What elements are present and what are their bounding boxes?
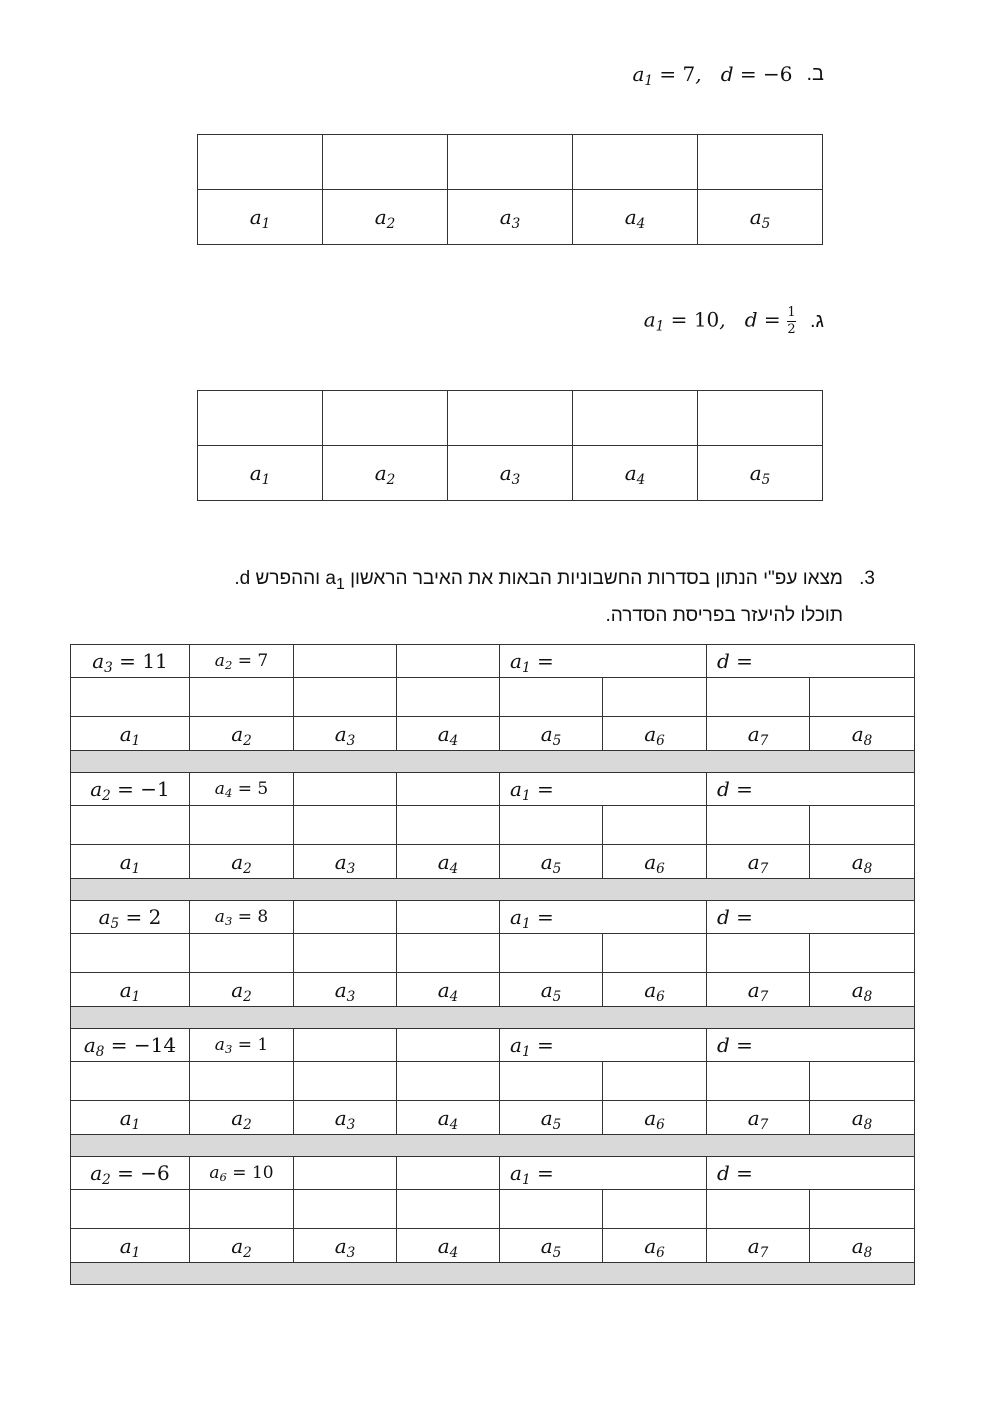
answer-cell[interactable] <box>500 806 603 845</box>
given-term-1: $a_8 = -14$ <box>71 1029 190 1062</box>
given-row <box>71 901 915 934</box>
index-label: $a_1$ <box>71 845 190 879</box>
index-label: $a_4$ <box>397 1101 500 1135</box>
answer-cell[interactable] <box>810 934 915 973</box>
separator <box>71 1135 915 1157</box>
answer-cell[interactable] <box>323 135 448 190</box>
index-label: $a_1$ <box>71 1101 190 1135</box>
d-answer-field[interactable]: d = <box>707 1029 915 1062</box>
index-label: $a_4$ <box>397 973 500 1007</box>
fraction: $\frac{1}{2}$ <box>787 305 796 337</box>
index-label: $a_2$ <box>323 446 448 501</box>
a1-answer-field[interactable]: $a_1$ = <box>500 1157 707 1190</box>
answer-cell[interactable] <box>707 678 810 717</box>
given-row <box>71 1157 915 1190</box>
answer-cell[interactable] <box>397 806 500 845</box>
index-label: $a_4$ <box>397 1229 500 1263</box>
index-label: $a_5$ <box>500 973 603 1007</box>
index-label: $a_7$ <box>707 717 810 751</box>
separator <box>71 751 915 773</box>
index-label: $a_3$ <box>294 973 397 1007</box>
d-answer-field[interactable]: d = <box>707 1157 915 1190</box>
answer-cell[interactable] <box>603 934 707 973</box>
part-b-equation: $a_1 = 7$, d = −6 <box>632 62 793 89</box>
answer-cell[interactable] <box>707 806 810 845</box>
index-label: $a_5$ <box>500 1229 603 1263</box>
index-label: $a_6$ <box>603 1229 707 1263</box>
part-b-heading <box>632 62 824 89</box>
a1-answer-field[interactable]: $a_1$ = <box>500 901 707 934</box>
answer-cell[interactable] <box>698 391 823 446</box>
index-label: $a_1$ <box>71 1229 190 1263</box>
answer-cell[interactable] <box>810 1062 915 1101</box>
answer-cell[interactable] <box>397 934 500 973</box>
index-row <box>71 845 915 879</box>
index-label: $a_4$ <box>397 717 500 751</box>
answer-cell[interactable] <box>603 1190 707 1229</box>
answer-cell[interactable] <box>500 1062 603 1101</box>
separator <box>71 1263 915 1285</box>
index-label: $a_8$ <box>810 1101 915 1135</box>
answer-cell[interactable] <box>198 391 323 446</box>
answer-cell[interactable] <box>71 678 190 717</box>
given-term-2: $a_6 = 10$ <box>190 1157 294 1190</box>
answer-cell[interactable] <box>707 1062 810 1101</box>
answer-cell[interactable] <box>448 135 573 190</box>
empty-cell <box>294 773 397 806</box>
answer-cell[interactable] <box>707 934 810 973</box>
index-label: $a_2$ <box>190 717 294 751</box>
index-label: $a_7$ <box>707 845 810 879</box>
empty-cell <box>397 1029 500 1062</box>
answer-row <box>71 806 915 845</box>
index-label: $a_5$ <box>698 446 823 501</box>
given-term-1: $a_3 = 11$ <box>71 645 190 678</box>
index-row <box>71 717 915 751</box>
index-label: $a_8$ <box>810 973 915 1007</box>
answer-cell[interactable] <box>573 135 698 190</box>
question-number: 3. <box>859 568 875 589</box>
answer-cell[interactable] <box>71 1062 190 1101</box>
index-label: $a_8$ <box>810 717 915 751</box>
separator-row <box>71 751 915 773</box>
index-label: $a_3$ <box>294 1101 397 1135</box>
empty-cell <box>294 901 397 934</box>
answer-cell[interactable] <box>190 1190 294 1229</box>
index-label: $a_1$ <box>71 717 190 751</box>
index-label: $a_4$ <box>397 845 500 879</box>
answer-cell[interactable] <box>397 678 500 717</box>
index-label: $a_7$ <box>707 1229 810 1263</box>
part-c-heading <box>644 306 824 336</box>
answer-cell[interactable] <box>198 135 323 190</box>
answer-row <box>71 678 915 717</box>
index-label: $a_2$ <box>323 190 448 245</box>
given-term-2: $a_3 = 8$ <box>190 901 294 934</box>
answer-cell[interactable] <box>603 1062 707 1101</box>
answer-row <box>71 1062 915 1101</box>
answer-cell[interactable] <box>707 1190 810 1229</box>
given-term-1: $a_2 = -6$ <box>71 1157 190 1190</box>
index-row <box>71 1101 915 1135</box>
index-label: $a_5$ <box>500 1101 603 1135</box>
index-row <box>198 190 823 245</box>
answer-row <box>198 391 823 446</box>
answer-cell[interactable] <box>698 135 823 190</box>
separator-row <box>71 1263 915 1285</box>
index-label: $a_6$ <box>603 717 707 751</box>
index-label: $a_1$ <box>198 446 323 501</box>
question-line-1: 3.מצאו עפ"י הנתון בסדרות החשבוניות הבאות את האיבר הראשון $a_1$ וההפרש d. <box>115 563 875 600</box>
a1-answer-field[interactable]: $a_1$ = <box>500 645 707 678</box>
given-row <box>71 645 915 678</box>
answer-cell[interactable] <box>190 934 294 973</box>
answer-cell[interactable] <box>810 678 915 717</box>
answer-cell[interactable] <box>294 1062 397 1101</box>
d-answer-field[interactable]: d = <box>707 901 915 934</box>
part-b-table <box>197 134 823 245</box>
answer-cell[interactable] <box>71 1190 190 1229</box>
answer-cell[interactable] <box>810 1190 915 1229</box>
sequences-table <box>70 644 915 1285</box>
part-b-label: ב. <box>806 62 824 85</box>
index-label: $a_2$ <box>190 1229 294 1263</box>
empty-cell <box>397 645 500 678</box>
index-label: $a_7$ <box>707 973 810 1007</box>
part-c-label: ג. <box>809 309 824 332</box>
empty-cell <box>397 1157 500 1190</box>
answer-cell[interactable] <box>71 806 190 845</box>
index-label: $a_3$ <box>448 446 573 501</box>
index-label: $a_5$ <box>500 845 603 879</box>
index-label: $a_3$ <box>294 845 397 879</box>
empty-cell <box>397 901 500 934</box>
separator <box>71 879 915 901</box>
empty-cell <box>294 645 397 678</box>
answer-cell[interactable] <box>500 678 603 717</box>
empty-cell <box>397 773 500 806</box>
given-row <box>71 773 915 806</box>
answer-cell[interactable] <box>448 391 573 446</box>
index-label: $a_2$ <box>190 1101 294 1135</box>
index-label: $a_6$ <box>603 973 707 1007</box>
d-answer-field[interactable]: d = <box>707 773 915 806</box>
answer-cell[interactable] <box>397 1062 500 1101</box>
index-row <box>198 446 823 501</box>
separator-row <box>71 1135 915 1157</box>
index-label: $a_8$ <box>810 1229 915 1263</box>
index-label: $a_4$ <box>573 446 698 501</box>
answer-row <box>71 934 915 973</box>
index-label: $a_4$ <box>573 190 698 245</box>
answer-cell[interactable] <box>323 391 448 446</box>
answer-row <box>198 135 823 190</box>
answer-cell[interactable] <box>190 806 294 845</box>
part-c-equation: $a_1 = 10$, d = $\frac{1}{2}$ <box>643 305 796 337</box>
given-term-2: $a_2 = 7$ <box>190 645 294 678</box>
index-label: $a_1$ <box>198 190 323 245</box>
index-row <box>71 973 915 1007</box>
index-label: $a_3$ <box>294 1229 397 1263</box>
index-label: $a_3$ <box>448 190 573 245</box>
separator-row <box>71 879 915 901</box>
index-label: $a_8$ <box>810 845 915 879</box>
answer-cell[interactable] <box>294 806 397 845</box>
answer-cell[interactable] <box>294 1190 397 1229</box>
a1-answer-field[interactable]: $a_1$ = <box>500 1029 707 1062</box>
answer-cell[interactable] <box>294 934 397 973</box>
question-line-2: תוכלו להיעזר בפריסת הסדרה. <box>605 604 843 626</box>
separator <box>71 1007 915 1029</box>
empty-cell <box>294 1157 397 1190</box>
index-row <box>71 1229 915 1263</box>
question-3 <box>115 563 875 631</box>
a1-answer-field[interactable]: $a_1$ = <box>500 773 707 806</box>
answer-cell[interactable] <box>190 678 294 717</box>
given-row <box>71 1029 915 1062</box>
index-label: $a_5$ <box>500 717 603 751</box>
answer-cell[interactable] <box>810 806 915 845</box>
answer-cell[interactable] <box>190 1062 294 1101</box>
answer-cell[interactable] <box>603 678 707 717</box>
answer-cell[interactable] <box>573 391 698 446</box>
answer-cell[interactable] <box>294 678 397 717</box>
index-label: $a_2$ <box>190 973 294 1007</box>
index-label: $a_6$ <box>603 845 707 879</box>
index-label: $a_7$ <box>707 1101 810 1135</box>
part-c-table <box>197 390 823 501</box>
index-label: $a_5$ <box>698 190 823 245</box>
answer-cell[interactable] <box>500 934 603 973</box>
answer-cell[interactable] <box>603 806 707 845</box>
answer-cell[interactable] <box>500 1190 603 1229</box>
index-label: $a_2$ <box>190 845 294 879</box>
given-term-1: $a_5 = 2$ <box>71 901 190 934</box>
answer-row <box>71 1190 915 1229</box>
answer-cell[interactable] <box>397 1190 500 1229</box>
index-label: $a_3$ <box>294 717 397 751</box>
d-answer-field[interactable]: d = <box>707 645 915 678</box>
empty-cell <box>294 1029 397 1062</box>
given-term-2: $a_3 = 1$ <box>190 1029 294 1062</box>
given-term-2: $a_4 = 5$ <box>190 773 294 806</box>
given-term-1: $a_2 = -1$ <box>71 773 190 806</box>
answer-cell[interactable] <box>71 934 190 973</box>
index-label: $a_1$ <box>71 973 190 1007</box>
separator-row <box>71 1007 915 1029</box>
index-label: $a_6$ <box>603 1101 707 1135</box>
